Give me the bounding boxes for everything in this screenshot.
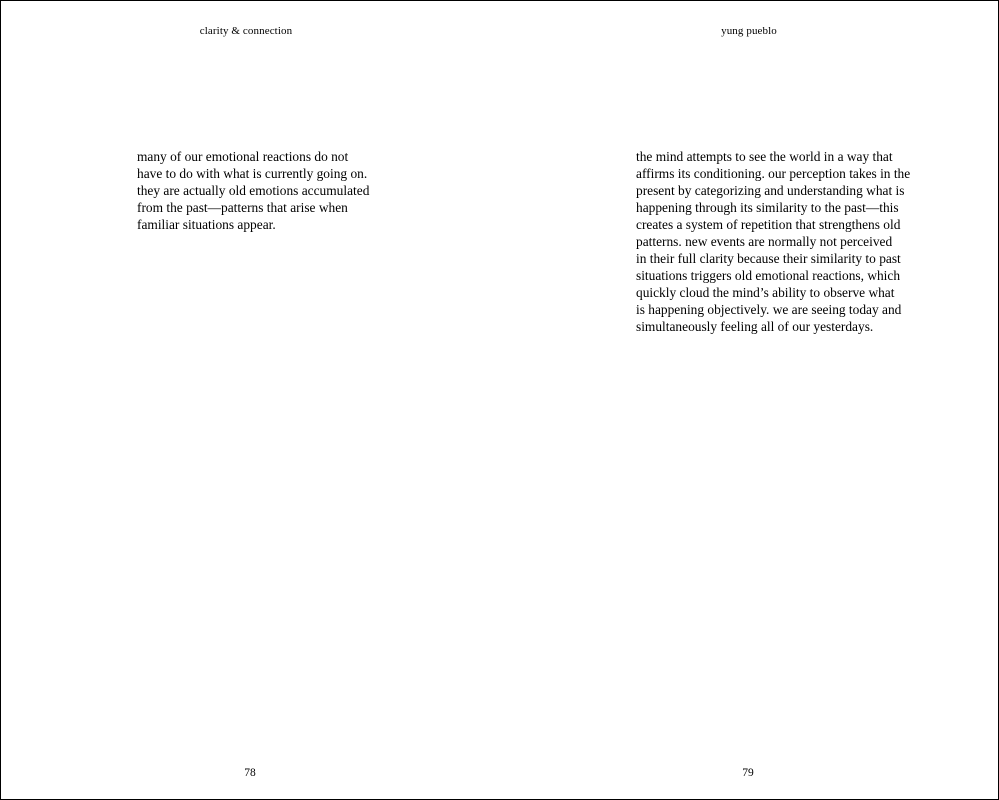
- running-head-left: clarity & connection: [199, 25, 293, 37]
- text-line: affirms its conditioning. our perception takes in the: [636, 166, 911, 181]
- text-line: happening through its similarity to the past—this: [636, 200, 899, 215]
- text-line: simultaneously feeling all of our yesterdays.: [636, 319, 874, 334]
- text-line: the mind attempts to see the world in a way that: [636, 149, 893, 164]
- text-line: situations triggers old emotional reactions, which: [636, 268, 901, 283]
- text-line: they are actually old emotions accumulated: [137, 183, 370, 198]
- text-line: present by categorizing and understanding what is: [636, 183, 905, 198]
- left-page-body: [137, 148, 369, 233]
- text-line: is happening objectively. we are seeing today and: [636, 302, 902, 317]
- text-line: patterns. new events are normally not perceived: [636, 234, 893, 249]
- text-line: creates a system of repetition that strengthens old: [636, 217, 901, 232]
- text-line: from the past—patterns that arise when: [137, 200, 348, 215]
- right-page: [500, 1, 998, 799]
- text-line: have to do with what is currently going on.: [137, 166, 368, 181]
- running-head-right: yung pueblo: [721, 25, 777, 37]
- text-line: in their full clarity because their similarity to past: [636, 251, 901, 266]
- text-line: quickly cloud the mind’s ability to observe what: [636, 285, 895, 300]
- left-page: [1, 1, 499, 799]
- text-line: familiar situations appear.: [137, 217, 276, 232]
- right-page-body: [636, 148, 910, 335]
- page-number-right: 79: [742, 767, 754, 779]
- text-line: many of our emotional reactions do not: [137, 149, 349, 164]
- page-number-left: 78: [244, 767, 256, 779]
